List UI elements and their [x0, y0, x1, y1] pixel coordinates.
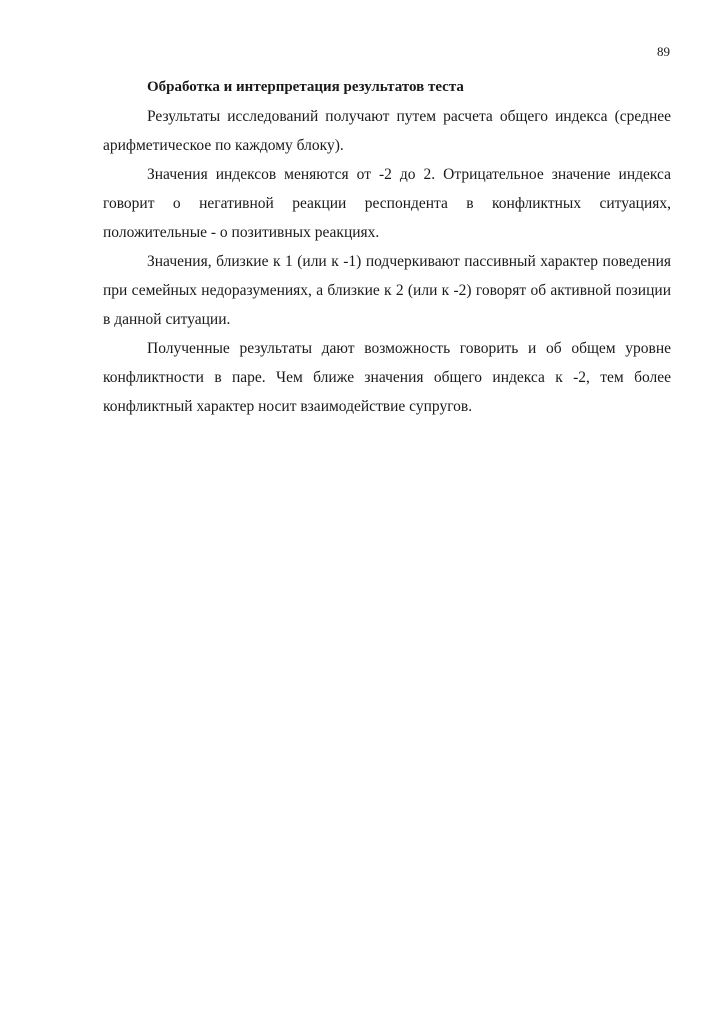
- section-heading: Обработка и интерпретация результатов теста: [147, 79, 464, 95]
- page-content: [103, 73, 671, 421]
- paragraph-2: Значения индексов меняются от -2 до 2. Отрицательное значение индекса говорит о негативной реакции респондента в конфликтных ситуациях, положительные - о позитивных реакциях.: [103, 166, 671, 241]
- paragraph-3: Значения, близкие к 1 (или к -1) подчеркивают пассивный характер поведения при семейных недоразумениях, а близкие к 2 (или к -2) говорят об активной позиции в данной ситуации.: [103, 253, 671, 328]
- paragraph-4: Полученные результаты дают возможность говорить и об общем уровне конфликтности в паре. Чем ближе значения общего индекса к -2, тем более конфликтный характер носит взаимодействие супругов.: [103, 340, 671, 415]
- paragraph-1: Результаты исследований получают путем расчета общего индекса (среднее арифметическое по каждому блоку).: [103, 108, 671, 154]
- page-number: 89: [657, 44, 670, 59]
